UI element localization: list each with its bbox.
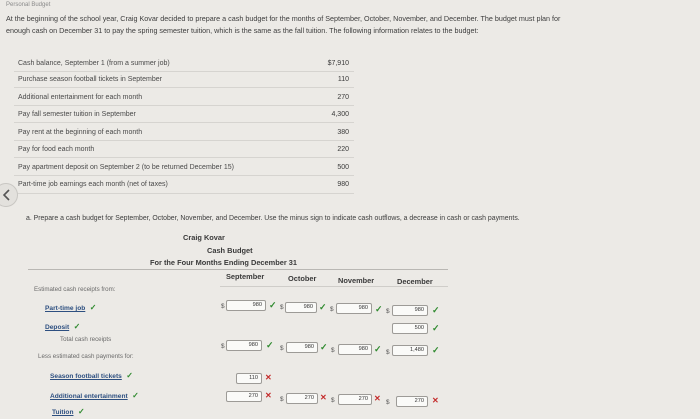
col-november: November [338, 276, 375, 285]
info-value: 4,300 [331, 111, 349, 118]
col-october: October [288, 274, 317, 283]
entertainment-sep-input[interactable] [226, 391, 262, 402]
check-icon: ✓ [432, 323, 440, 333]
row-divider [14, 87, 354, 88]
tuition-link[interactable]: Tuition [52, 409, 74, 416]
intro-line-2: enough cash on December 31 to pay the spring semester tuition, which is the same as the fall tuition. The following information relates to the budget: [6, 26, 479, 35]
row-divider [14, 175, 354, 176]
info-value: 220 [337, 146, 349, 153]
info-value: 110 [337, 76, 349, 83]
info-label: Cash balance, September 1 (from a summer job) [18, 60, 170, 67]
total-receipts-label: Total cash receipts [60, 336, 112, 343]
check-icon: ✓ [77, 407, 85, 416]
chevron-left-icon [3, 189, 11, 201]
tuition-label [52, 401, 85, 419]
part-time-job-dec-input[interactable] [392, 305, 428, 316]
cross-icon: ✕ [265, 373, 272, 382]
dollar-sign: $ [280, 304, 284, 311]
total-receipts-dec-input[interactable] [392, 345, 428, 356]
dollar-sign: $ [330, 306, 334, 313]
budget-name: Craig Kovar [183, 233, 225, 242]
back-arrow-button[interactable] [0, 183, 18, 207]
part-time-job-oct-input[interactable] [285, 302, 317, 313]
dollar-sign: $ [386, 399, 390, 406]
check-icon: ✓ [319, 302, 327, 312]
info-value: 380 [337, 129, 349, 136]
dollar-sign: $ [331, 347, 335, 354]
dollar-sign: $ [280, 396, 284, 403]
check-icon: ✓ [374, 344, 382, 354]
col-december: December [397, 277, 433, 286]
part-time-job-label [45, 297, 96, 315]
cross-icon: ✕ [320, 393, 327, 402]
info-label: Purchase season football tickets in September [18, 76, 162, 83]
season-tickets-sep-input[interactable] [236, 373, 262, 384]
check-icon: ✓ [375, 304, 383, 314]
check-icon: ✓ [432, 345, 440, 355]
info-label: Pay rent at the beginning of each month [18, 129, 143, 136]
info-label: Pay fall semester tuition in September [18, 111, 136, 118]
deposit-dec-input[interactable] [392, 323, 428, 334]
check-icon: ✓ [126, 371, 133, 380]
check-icon: ✓ [132, 391, 139, 400]
budget-period: For the Four Months Ending December 31 [150, 258, 298, 267]
check-icon: ✓ [432, 305, 440, 315]
row-divider [14, 105, 354, 106]
part-time-job-sep-input[interactable] [226, 300, 266, 311]
check-icon: ✓ [266, 340, 274, 350]
receipts-header: Estimated cash receipts from: [34, 286, 116, 293]
dollar-sign: $ [331, 397, 335, 404]
part-time-job-link[interactable]: Part-time job [45, 305, 86, 312]
season-tickets-link[interactable]: Season football tickets [50, 373, 122, 380]
cross-icon: ✕ [374, 394, 381, 403]
dollar-sign: $ [386, 308, 390, 315]
info-value: 980 [337, 181, 349, 188]
cross-icon: ✕ [265, 391, 272, 400]
intro-line-1: At the beginning of the school year, Craig Kovar decided to prepare a cash budget for the months of September, October, November, and December. The budget must plan for [6, 14, 561, 23]
info-value: 500 [337, 164, 349, 171]
row-divider [14, 193, 354, 194]
total-receipts-nov-input[interactable] [338, 344, 372, 355]
dollar-sign: $ [221, 303, 225, 310]
deposit-label [45, 316, 80, 334]
total-receipts-oct-input[interactable] [286, 342, 318, 353]
info-label: Additional entertainment for each month [18, 94, 143, 101]
check-icon: ✓ [269, 300, 277, 310]
entertainment-link[interactable]: Additional entertainment [50, 393, 128, 400]
question-text: a. Prepare a cash budget for September, October, November, and December. Use the minus sign to indicate cash outflows, a decrease in cash or cash payments. [26, 215, 520, 222]
entertainment-nov-input[interactable] [338, 394, 372, 405]
row-divider [14, 140, 354, 141]
budget-title: Cash Budget [207, 246, 253, 255]
dollar-sign: $ [280, 345, 284, 352]
row-divider [14, 122, 354, 123]
payments-header: Less estimated cash payments for: [38, 353, 134, 360]
part-time-job-nov-input[interactable] [336, 303, 372, 314]
column-rule [220, 286, 448, 287]
total-receipts-sep-input[interactable] [226, 340, 262, 351]
cross-icon: ✕ [432, 396, 439, 405]
info-value: $7,910 [327, 60, 349, 67]
entertainment-oct-input[interactable] [286, 393, 318, 404]
deposit-link[interactable]: Deposit [45, 324, 70, 331]
info-label: Pay for food each month [18, 146, 95, 153]
info-label: Pay apartment deposit on September 2 (to be returned December 15) [18, 164, 234, 171]
entertainment-dec-input[interactable] [396, 396, 428, 407]
page-title: Personal Budget [6, 2, 51, 8]
check-icon: ✓ [73, 322, 81, 331]
season-tickets-label [50, 365, 133, 383]
row-divider [14, 71, 354, 72]
check-icon: ✓ [320, 342, 328, 352]
info-label: Part-time job earnings each month (net of taxes) [18, 181, 168, 188]
row-divider [14, 157, 354, 158]
info-value: 270 [337, 94, 349, 101]
dollar-sign: $ [386, 349, 390, 356]
dollar-sign: $ [221, 343, 225, 350]
check-icon: ✓ [89, 303, 97, 312]
col-september: September [226, 272, 265, 281]
header-rule [28, 269, 448, 270]
